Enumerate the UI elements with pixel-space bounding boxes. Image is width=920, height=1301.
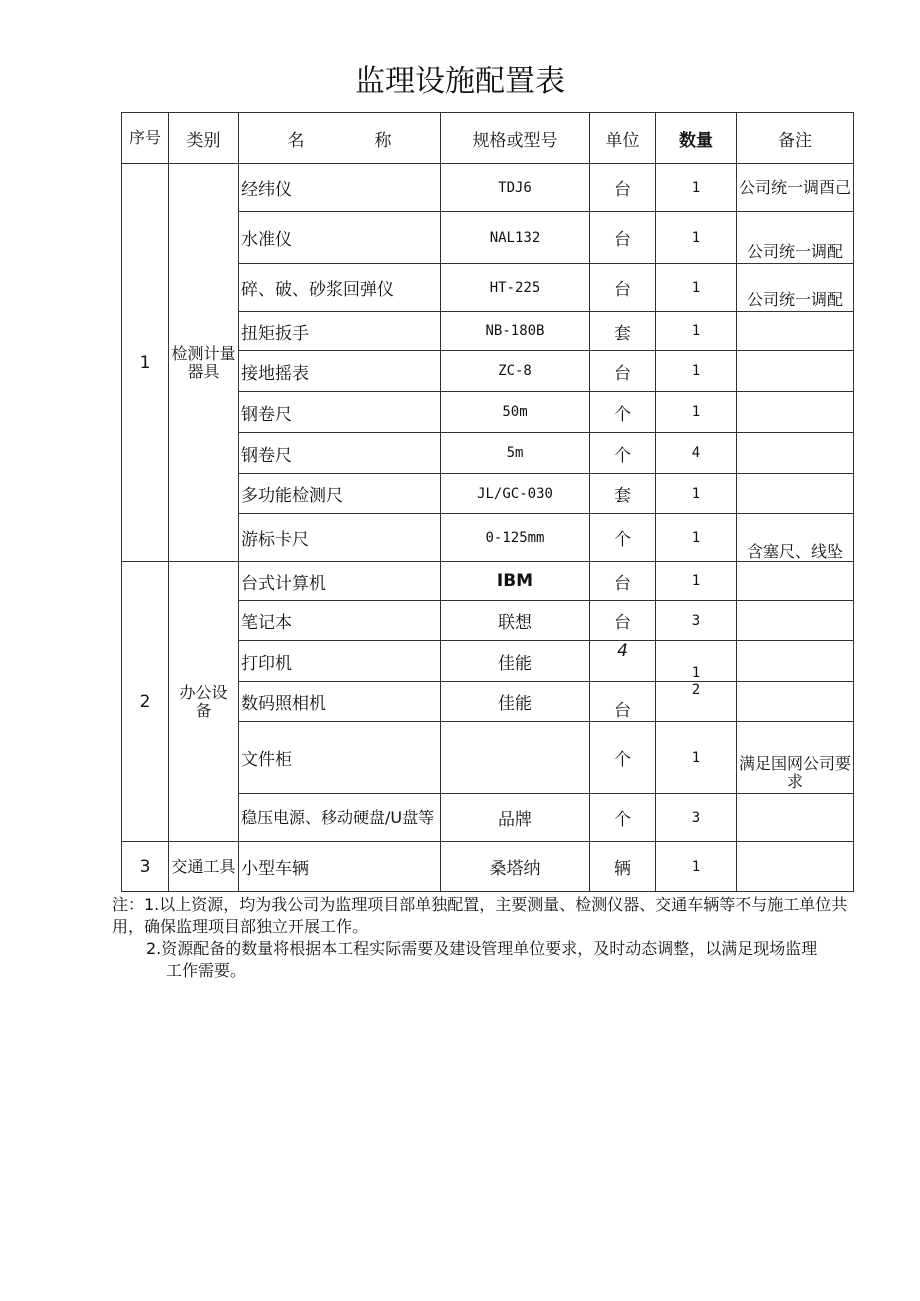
item-unit: 个 — [590, 392, 656, 433]
item-unit: 套 — [590, 312, 656, 351]
item-spec: NAL132 — [441, 212, 590, 264]
item-name: 文件柜 — [239, 722, 441, 794]
item-spec: 5m — [441, 433, 590, 474]
item-name: 笔记本 — [239, 601, 441, 641]
item-name: 打印机 — [239, 641, 441, 682]
item-spec: 品牌 — [441, 794, 590, 842]
item-remark: 公司统一调配 — [737, 264, 854, 312]
item-name: 钢卷尺 — [239, 433, 441, 474]
item-name: 稳压电源、移动硬盘/U盘等 — [239, 794, 441, 842]
table-row — [122, 562, 854, 601]
item-qty: 1 — [656, 312, 737, 351]
header-remark: 备注 — [737, 113, 854, 164]
item-remark: 满足国网公司要求 — [737, 722, 854, 794]
item-qty: 1 — [656, 351, 737, 392]
item-qty: 1 — [656, 212, 737, 264]
item-qty: 1 — [656, 514, 737, 562]
item-remark: 公司统一调配 — [737, 212, 854, 264]
item-remark — [737, 641, 854, 682]
item-spec: ZC-8 — [441, 351, 590, 392]
table-row — [122, 842, 854, 892]
item-remark — [737, 351, 854, 392]
item-unit: 台 — [590, 164, 656, 212]
item-name: 扭矩扳手 — [239, 312, 441, 351]
item-unit: 4 — [590, 641, 656, 682]
item-unit: 个 — [590, 514, 656, 562]
item-unit: 台 — [590, 682, 656, 722]
item-qty: 1 — [656, 164, 737, 212]
item-spec: 联想 — [441, 601, 590, 641]
item-qty: 1 — [656, 264, 737, 312]
item-qty: 1 — [656, 474, 737, 514]
item-unit: 辆 — [590, 842, 656, 892]
group-category-1: 检测计量器具 — [169, 164, 239, 562]
item-spec: HT-225 — [441, 264, 590, 312]
item-qty: 1 — [656, 392, 737, 433]
item-unit: 套 — [590, 474, 656, 514]
item-spec: 0-125mm — [441, 514, 590, 562]
facility-table — [121, 112, 854, 892]
header-qty: 数量 — [656, 113, 737, 164]
item-remark — [737, 601, 854, 641]
header-name — [239, 113, 441, 164]
item-spec — [441, 722, 590, 794]
item-remark — [737, 474, 854, 514]
item-remark — [737, 682, 854, 722]
item-remark — [737, 392, 854, 433]
item-name: 台式计算机 — [239, 562, 441, 601]
item-remark — [737, 842, 854, 892]
group-category-3: 交通工具 — [169, 842, 239, 892]
note-2-line-2: 工作需要。 — [166, 961, 247, 980]
item-name: 游标卡尺 — [239, 514, 441, 562]
item-spec: TDJ6 — [441, 164, 590, 212]
item-unit: 个 — [590, 794, 656, 842]
item-qty: 1 — [656, 641, 737, 682]
item-qty: 3 — [656, 601, 737, 641]
item-remark — [737, 312, 854, 351]
group-seq-3: 3 — [122, 842, 169, 892]
header-name-a: 名 — [287, 130, 305, 151]
header-spec: 规格或型号 — [441, 113, 590, 164]
item-spec: 佳能 — [441, 641, 590, 682]
table-header-row — [122, 113, 854, 164]
item-name: 多功能检测尺 — [239, 474, 441, 514]
item-name: 钢卷尺 — [239, 392, 441, 433]
item-unit: 台 — [590, 562, 656, 601]
item-name: 数码照相机 — [239, 682, 441, 722]
item-unit: 个 — [590, 433, 656, 474]
group-seq-1: 1 — [122, 164, 169, 562]
note-1: 注：1.以上资源，均为我公司为监理项目部单独配置，主要测量、检测仪器、交通车辆等不与施工单位共用，确保监理项目部独立开展工作。 — [112, 895, 848, 936]
item-qty: 1 — [656, 562, 737, 601]
header-unit: 单位 — [590, 113, 656, 164]
item-name: 小型车辆 — [239, 842, 441, 892]
header-seq: 序号 — [122, 113, 169, 164]
item-name: 水准仪 — [239, 212, 441, 264]
header-name-b: 称 — [374, 130, 392, 151]
item-spec: 桑塔纳 — [441, 842, 590, 892]
item-qty: 4 — [656, 433, 737, 474]
item-remark — [737, 433, 854, 474]
item-remark: 公司统一调酉己 — [737, 164, 854, 212]
item-name: 碎、破、砂浆回弹仪 — [239, 264, 441, 312]
group-seq-2: 2 — [122, 562, 169, 842]
item-unit: 台 — [590, 351, 656, 392]
note-2 — [112, 938, 872, 982]
item-unit: 个 — [590, 722, 656, 794]
item-unit: 台 — [590, 264, 656, 312]
item-unit: 台 — [590, 212, 656, 264]
item-qty: 3 — [656, 794, 737, 842]
item-remark: 含塞尺、线坠 — [737, 514, 854, 562]
item-qty: 1 — [656, 722, 737, 794]
page-title: 监理设施配置表 — [355, 64, 565, 99]
item-spec: JL/GC-030 — [441, 474, 590, 514]
item-remark — [737, 562, 854, 601]
table-row — [122, 164, 854, 212]
item-name: 经纬仪 — [239, 164, 441, 212]
item-qty: 2 — [656, 682, 737, 722]
item-spec: NB-180B — [441, 312, 590, 351]
item-qty: 1 — [656, 842, 737, 892]
item-spec: 佳能 — [441, 682, 590, 722]
note-2-line-1: 2.资源配备的数量将根据本工程实际需要及建设管理单位要求，及时动态调整，以满足现场监理 — [146, 939, 818, 958]
item-name: 接地摇表 — [239, 351, 441, 392]
header-category: 类别 — [169, 113, 239, 164]
item-spec: IBM — [441, 562, 590, 601]
item-remark — [737, 794, 854, 842]
item-spec: 50m — [441, 392, 590, 433]
notes — [112, 894, 872, 982]
group-category-2: 办公设备 — [169, 562, 239, 842]
item-unit: 台 — [590, 601, 656, 641]
